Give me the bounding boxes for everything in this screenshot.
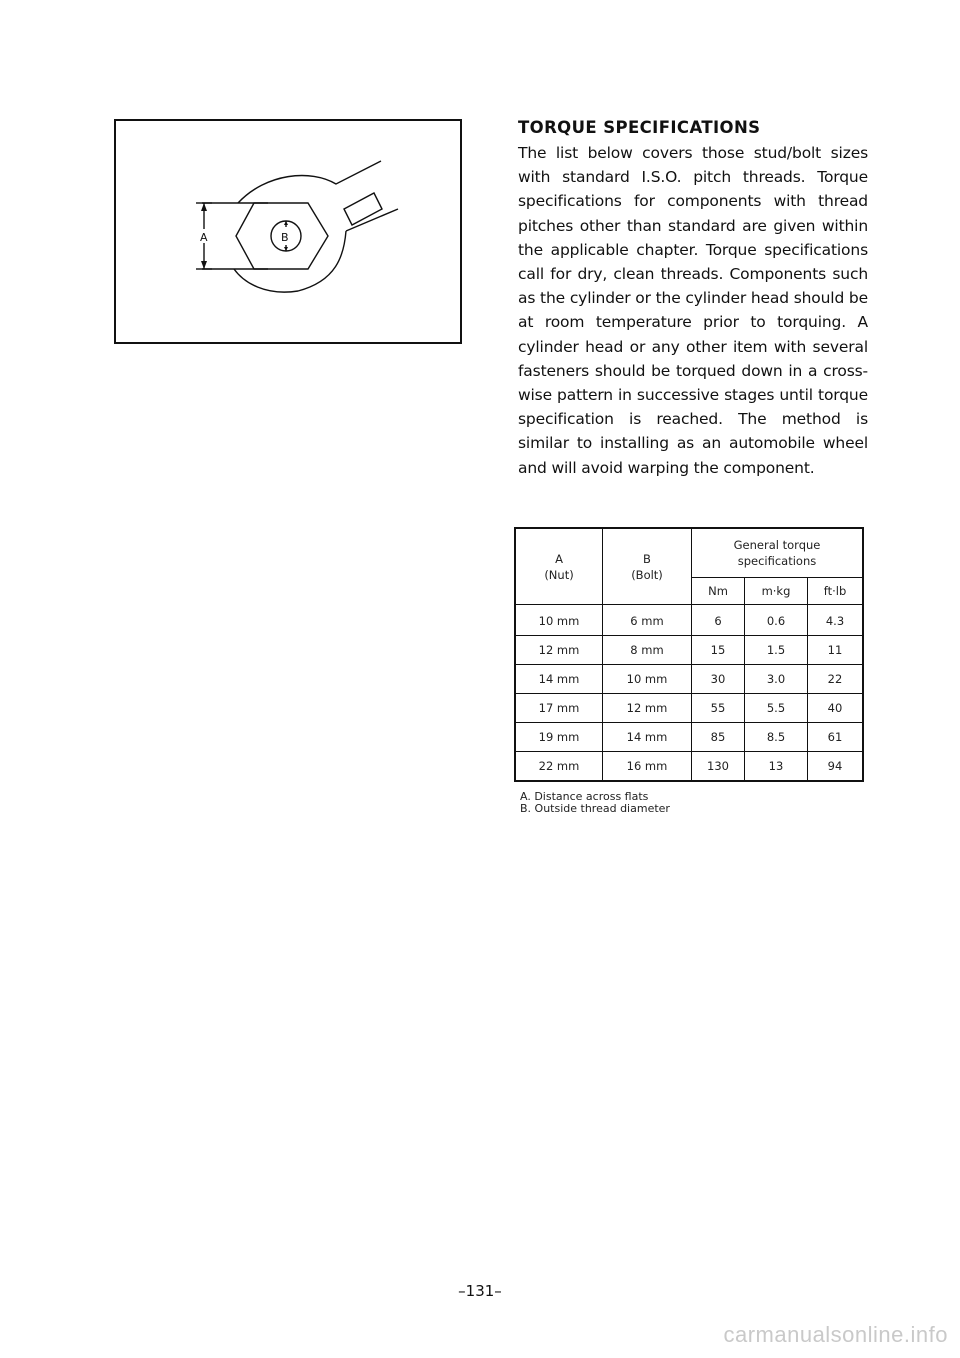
torque-table	[514, 527, 864, 782]
table-row: 22 mm 16 mm 130 13 94	[515, 752, 863, 782]
header-nut: A (Nut)	[515, 528, 603, 605]
section-heading: TORQUE SPECIFICATIONS	[518, 118, 761, 137]
wrench-handle-lower-edge	[346, 209, 398, 231]
wrench-figure	[114, 119, 462, 344]
wrench-lower-arc	[234, 231, 346, 292]
header-unit-nm: Nm	[692, 578, 745, 605]
table-row: 14 mm 10 mm 30 3.0 22	[515, 665, 863, 694]
header-bolt: B (Bolt)	[603, 528, 692, 605]
table-row: 19 mm 14 mm 85 8.5 61	[515, 723, 863, 752]
section-body: The list below covers those stud/bolt sizes with standard I.S.O. pitch threads. Torque specifications for components with thread pitches other than standard are given within the applicable chapter. Torque specifications call for dry, clean threads. Components such as the cylinder or the cylinder head should be at room temperature prior to torquing. A cylinder head or any other item with several fasteners should be torqued down in a cross-wise pattern in successive stages until torque specification is reached. The method is similar to installing as an automobile wheel and will avoid warping the component.	[518, 144, 869, 477]
wrench-nut-diagram	[116, 121, 460, 342]
header-unit-ftlb: ft·lb	[808, 578, 864, 605]
wrench-handle-slot	[344, 193, 382, 225]
watermark: carmanualsonline.info	[723, 1322, 948, 1347]
page-number: –131–	[458, 1282, 502, 1300]
note-b: B. Outside thread diameter	[520, 802, 670, 815]
torque-section	[518, 118, 868, 480]
table-row: 17 mm 12 mm 55 5.5 40	[515, 694, 863, 723]
table-notes	[520, 791, 670, 815]
table-row: 10 mm 6 mm 6 0.6 4.3	[515, 605, 863, 636]
wrench-upper-edge	[238, 161, 381, 203]
dim-b-label: B	[281, 231, 289, 244]
dim-a-label: A	[200, 231, 208, 244]
header-unit-mkg: m·kg	[745, 578, 808, 605]
table-row: 12 mm 8 mm 15 1.5 11	[515, 636, 863, 665]
header-general-torque: General torque specifications	[692, 528, 864, 578]
note-a: A. Distance across flats	[520, 790, 649, 803]
